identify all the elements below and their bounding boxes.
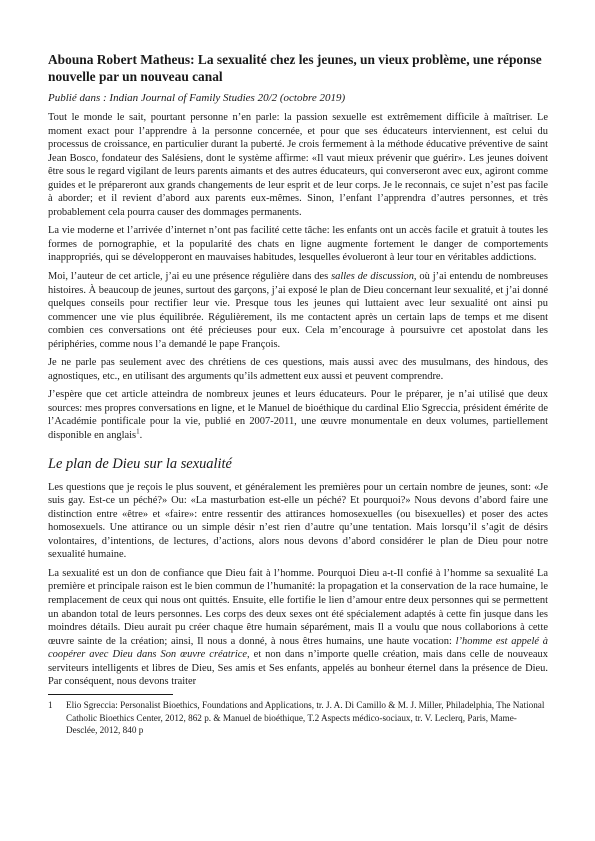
intro-paragraph-5-text: J’espère que cet article atteindra de nombreux jeunes et leurs éducateurs. Pour le préparer, je n’ai utilisé que deux sources: mes propres conversations en ligne, et le Manuel de bioéthique du cardinal Elio Sgreccia, président émérite de l’Académie pontificale pour la vie, publié en 2007-2011, une œuvre monumentale en deux volumes, partiellement disponible en anglais [48, 389, 548, 442]
intro-paragraph-3-text-a: Moi, l’auteur de cet article, j’ai eu une présence régulière dans des [48, 271, 332, 283]
article-title: Abouna Robert Matheus: La sexualité chez les jeunes, un vieux problème, une réponse nouvelle par un nouveau canal [48, 52, 542, 84]
footnote-reference[interactable]: 1 [136, 427, 140, 436]
intro-paragraph-2: La vie moderne et l’arrivée d’internet n’ont pas facilité cette tâche: les enfants ont un accès facile et gratuit à toutes les formes de pornographie, et la popularité des chats en ligne augmente fortement le danger de comportements inappropriés, qui se développeront en mauvaises habitudes, lesquelles évolueront à leur tour en véritables addictions. [48, 225, 548, 264]
intro-paragraph-3-emphasis: salles de discussion [331, 271, 414, 283]
intro-paragraph-5-end: . [139, 430, 143, 442]
intro-paragraph-3 [48, 270, 548, 351]
section-paragraph-2-text-a: La sexualité est un don de confiance que Dieu fait à l’homme. Pourquoi Dieu a-t-Il confié à l’homme sa sexualité La première et principale raison est le bien commun de l’humanité: la propagation et la conservation de la race humaine, le remplacement de ceux qui nous ont quittés. Ensuite, elle fortifie le lien d’amour entre deux personnes qui se permettent un abandon total de leurs personnes. Les corps des deux sexes ont été spécialement adaptés à cette fin jusque dans les moindres détails. Dieu aurait pu créer chaque être humain séparément, mais Il a voulu que nous collaborions à cette œuvre sainte de la création; ainsi, Il nous a donné, à nous êtres humains, une haute vocation: [48, 567, 548, 647]
section-heading: Le plan de Dieu sur la sexualité [48, 455, 232, 472]
section-paragraph-2-emphasis: l’homme est appelé à coopérer avec Dieu dans Son œuvre créatrice [48, 635, 549, 661]
intro-paragraph-1: Tout le monde le sait, pourtant personne n’en parle: la passion sexuelle est extrêmement difficile à maîtriser. Le moment exact pour l’apprendre à la personne concernée, et pour que ses éducateurs interviennent, est celui du processus de croissance, en particulier durant la puberté. Je crois fermement à la méthode éducative préventive de saint Jean Bosco, fondateur des Salésiens, dont le système affirme: «Il vaut mieux prévenir que guérir». Les jeunes doivent être sous le regard vigilant de leurs parents aimants et des autres éducateurs, qui converseront avec eux, agiront comme guides et le prépareront aux grands changements de leur esprit et de leur corps. Je le reconnais, ce sujet n’est pas facile à aborder; et il revient d’abord aux parents eux-mêmes. Sinon, l’enfant l’apprendra d’autres personnes, et très probablement cela pourra causer des dommages permanents. [48, 112, 548, 218]
publication-line: Publié dans : Indian Journal of Family Studies 20/2 (octobre 2019) [48, 92, 346, 104]
intro-paragraph-3-text-b: , où j’ai entendu de nombreuses histoires. À beaucoup de jeunes, surtout des garçons, j’ai exposé le plan de Dieu concernant leur sexualité, et j’ai donné quelques conseils pour rectifier leur vie. Presque tous les jeunes qui luttaient avec leur sexualité ont ainsi pu commencer une vie plus équilibrée. Régulièrement, ils me contactent après un certain laps de temps et me disent combien ces conversations ont été précieuses pour eux. Cela m’encourage à poursuivre cet apostolat dans les périphéries, comme nous l’a demandé le pape François. [48, 271, 548, 350]
section-paragraph-2-text-b: , et non dans n’importe quelle création, mais dans celle de nouveaux serviteurs intelligents et libres de Dieu, Ses amis et Ses enfants, appelés au bonheur éternel dans la présence de Dieu. Par conséquent, nous devons traiter [48, 649, 548, 688]
footnote-divider [48, 694, 173, 695]
intro-paragraph-4: Je ne parle pas seulement avec des chrétiens de ces questions, mais aussi avec des musulmans, des hindous, des agnostiques, etc., en utilisant des arguments qu’ils admettent eux aussi et peuvent comprendre. [48, 357, 548, 382]
section-paragraph-1: Les questions que je reçois le plus souvent, et généralement les premières pour un certain nombre de jeunes, sont: «Je suis gay. Est-ce un péché?» Ou: «La masturbation est-elle un péché? Et pourquoi?» Nous devons d’abord faire une distinction entre «être» et «faire»: entre ressentir des attirances homosexuelles (ou bisexuelles) et poser des actes homosexuels. Une attirance ou un simple désir n’est rien d’autre qu’une tentation. Mais lorsqu’il s’agit de désirs volontaires, d’intentions, de lectures, d’actions, alors nous devons d’abord considérer le plan de Dieu pour notre sexualité humaine. [48, 481, 548, 561]
section-paragraph-2 [48, 567, 548, 689]
footnote-text: Elio Sgreccia: Personalist Bioethics, Foundations and Applications, tr. J. A. Di Camillo & M. J. Miller, Philadelphia, The National Catholic Bioethics Center, 2012, 862 p. & Manuel de bioéthique, T.2 Aspects médico-sociaux, tr. V. Leclerq, Paris, Mame-Desclée, 2012, 840 p [66, 699, 545, 736]
document-page [48, 52, 548, 737]
intro-paragraph-5 [48, 388, 548, 442]
footnote-number: 1 [48, 699, 53, 710]
footnote [48, 699, 548, 737]
